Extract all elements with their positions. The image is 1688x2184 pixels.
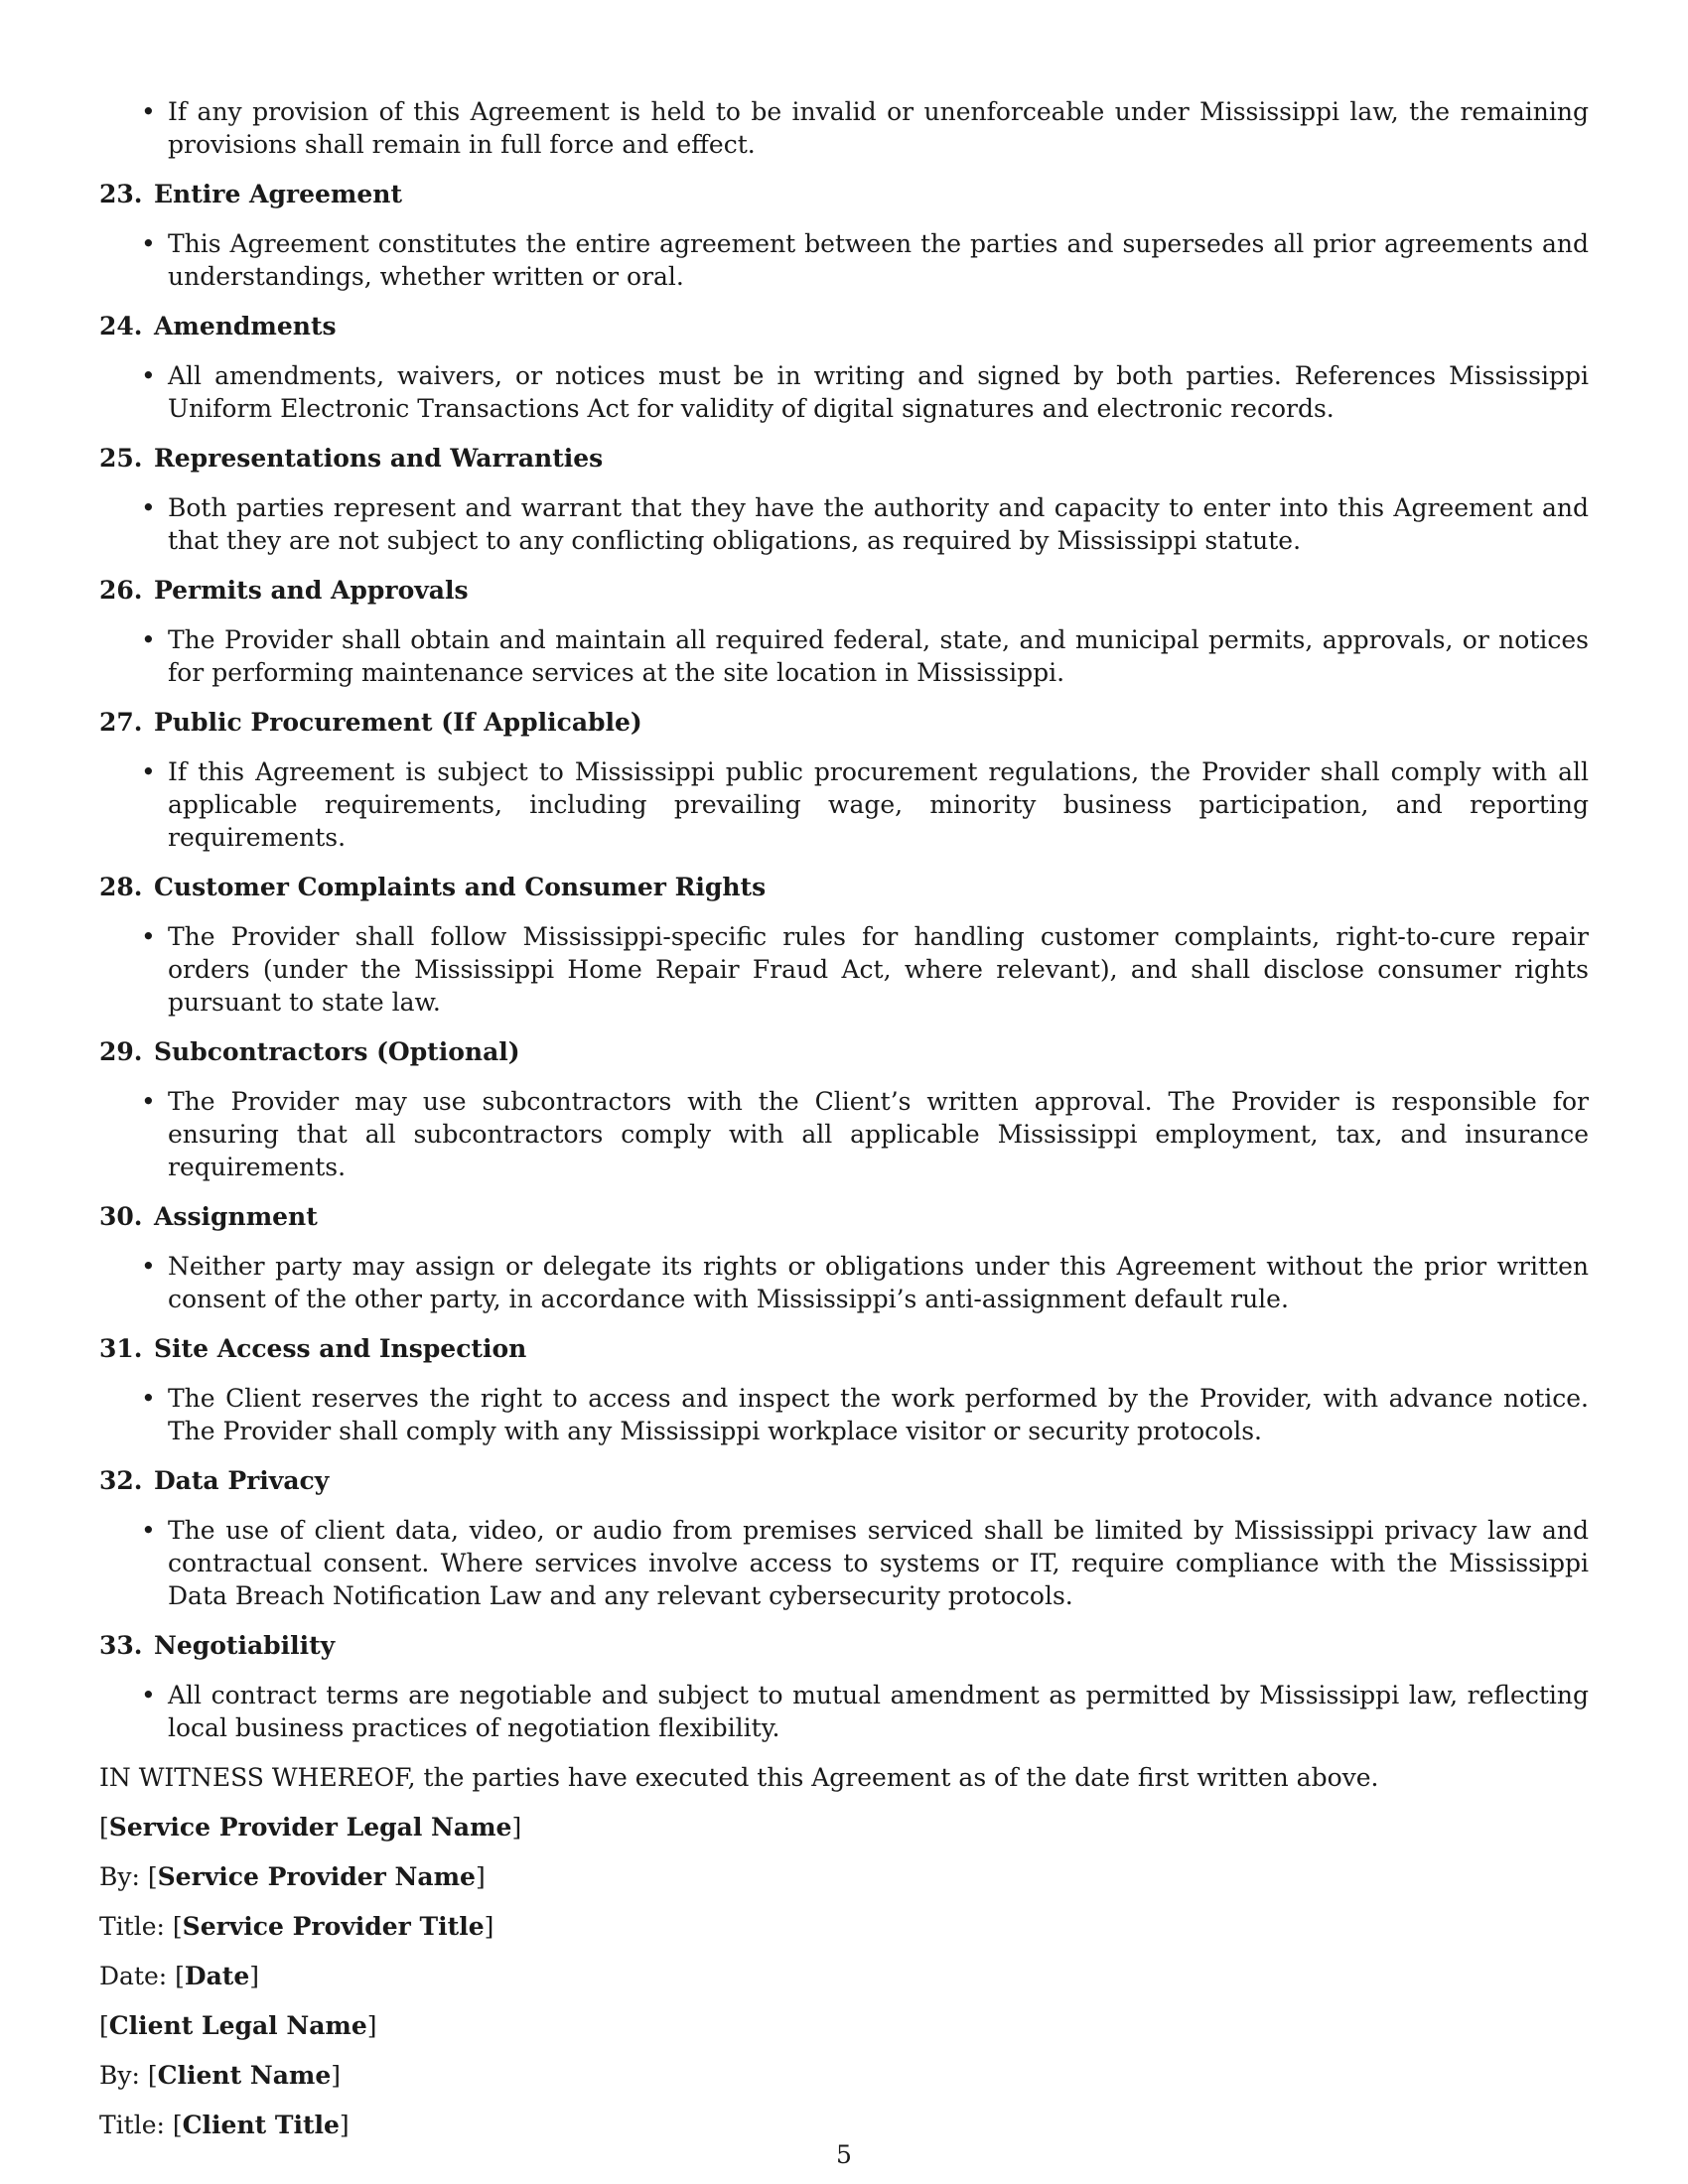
- bullet-icon: •: [141, 1384, 156, 1413]
- section-heading: [99, 1035, 1589, 1068]
- date-value: Date: [184, 1962, 250, 1990]
- bullet-icon: •: [141, 1087, 156, 1116]
- section-title: Site Access and Inspection: [154, 1334, 527, 1363]
- list-item: [99, 1679, 1589, 1744]
- bullet-text: The Provider may use subcontractors with the Client’s written approval. The Provider is responsible for ensuring that all subcontractors comply with all applicable Mississippi employment, tax, and insurance requirements.: [168, 1087, 1589, 1181]
- section-number: 33.: [99, 1631, 143, 1660]
- bullet-icon: •: [141, 97, 156, 126]
- section-number: 23.: [99, 180, 143, 208]
- page-number: 5: [836, 2140, 852, 2169]
- bullet-text: If any provision of this Agreement is held to be invalid or unenforceable under Mississippi law, the remaining provisions shall remain in full force and effect.: [168, 97, 1589, 159]
- date-line: Date: [Date]: [99, 1962, 260, 1990]
- bullet-text: This Agreement constitutes the entire agreement between the parties and supersedes all prior agreements and understandings, whether written or oral.: [168, 229, 1589, 291]
- list-item: [99, 755, 1589, 854]
- signature-block: [99, 1811, 1589, 2141]
- title-label: Title:: [99, 1912, 165, 1941]
- bullet-icon: •: [141, 1681, 156, 1709]
- client-title-line: Title: [Client Title]: [99, 2111, 350, 2139]
- provider-title: Service Provider Title: [182, 1912, 485, 1941]
- provider-by-line: By: [Service Provider Name]: [99, 1862, 486, 1891]
- client-legal-name: Client Legal Name: [108, 2011, 367, 2040]
- list-item: [99, 920, 1589, 1019]
- bullet-text: If this Agreement is subject to Mississippi public procurement regulations, the Provider shall comply with all applicable requirements, including prevailing wage, minority business participation, and reporting requirements.: [168, 757, 1589, 852]
- section-heading: [99, 574, 1589, 607]
- section-heading: [99, 1200, 1589, 1233]
- list-item: [99, 1250, 1589, 1315]
- client-by-line: By: [Client Name]: [99, 2061, 342, 2090]
- section-number: 32.: [99, 1466, 143, 1495]
- provider-title-line: Title: [Service Provider Title]: [99, 1912, 494, 1941]
- date-label: Date:: [99, 1962, 168, 1990]
- bullet-icon: •: [141, 1252, 156, 1281]
- list-item: [99, 1382, 1589, 1447]
- section-heading: [99, 871, 1589, 903]
- bullet-icon: •: [141, 1516, 156, 1545]
- bullet-text: The Provider shall follow Mississippi-specific rules for handling customer complaints, right-to-cure repair orders (under the Mississippi Home Repair Fraud Act, where relevant), and shall disclose consumer rights pursuant to state law.: [168, 922, 1589, 1017]
- bullet-icon: •: [141, 625, 156, 654]
- section-title: Representations and Warranties: [154, 444, 604, 473]
- section-number: 31.: [99, 1334, 143, 1363]
- bullet-text: Both parties represent and warrant that they have the authority and capacity to enter into this Agreement and that they are not subject to any conflicting obligations, as required by Mississippi statute.: [168, 493, 1589, 555]
- list-item: [99, 623, 1589, 689]
- section-heading: [99, 310, 1589, 342]
- section-number: 29.: [99, 1037, 143, 1066]
- bullet-icon: •: [141, 493, 156, 522]
- client-legal-name-line: [Client Legal Name]: [99, 2011, 377, 2040]
- list-item: [99, 491, 1589, 557]
- section-title: Subcontractors (Optional): [154, 1037, 520, 1066]
- bullet-text: All contract terms are negotiable and subject to mutual amendment as permitted by Mississippi law, reflecting local business practices of negotiation flexibility.: [168, 1681, 1589, 1742]
- bullet-icon: •: [141, 757, 156, 786]
- by-label: By:: [99, 2061, 140, 2090]
- bullet-icon: •: [141, 361, 156, 390]
- bullet-text: Neither party may assign or delegate its rights or obligations under this Agreement without the prior written consent of the other party, in accordance with Mississippi’s anti-assignment default rule.: [168, 1252, 1589, 1313]
- bullet-text: The use of client data, video, or audio from premises serviced shall be limited by Mississippi privacy law and contractual consent. Where services involve access to systems or IT, require compliance with the Mississippi Data Breach Notification Law and any relevant cybersecurity protocols.: [168, 1516, 1589, 1610]
- bullet-text: The Client reserves the right to access and inspect the work performed by the Provider, with advance notice. The Provider shall comply with any Mississippi workplace visitor or security protocols.: [168, 1384, 1589, 1445]
- section-number: 26.: [99, 576, 143, 605]
- section-heading: [99, 1629, 1589, 1662]
- provider-legal-name-line: [Service Provider Legal Name]: [99, 1813, 522, 1842]
- section-heading: [99, 1332, 1589, 1365]
- section-heading: [99, 442, 1589, 475]
- section-heading: [99, 1464, 1589, 1497]
- section-title: Negotiability: [154, 1631, 336, 1660]
- list-item: [99, 1085, 1589, 1183]
- witness-statement: IN WITNESS WHEREOF, the parties have executed this Agreement as of the date first written above.: [99, 1763, 1379, 1792]
- list-item: [99, 1514, 1589, 1612]
- client-name: Client Name: [157, 2061, 332, 2090]
- section-title: Data Privacy: [154, 1466, 330, 1495]
- list-item: [99, 359, 1589, 425]
- section-number: 25.: [99, 444, 143, 473]
- section-title: Public Procurement (If Applicable): [154, 708, 642, 737]
- section-number: 27.: [99, 708, 143, 737]
- section-number: 30.: [99, 1202, 143, 1231]
- section-number: 24.: [99, 312, 143, 341]
- section-heading: [99, 706, 1589, 739]
- section-number: 28.: [99, 873, 143, 901]
- bullet-icon: •: [141, 229, 156, 258]
- client-title: Client Title: [182, 2111, 340, 2139]
- provider-legal-name: Service Provider Legal Name: [108, 1813, 512, 1842]
- bullet-icon: •: [141, 922, 156, 951]
- list-item: [99, 227, 1589, 293]
- bullet-text: All amendments, waivers, or notices must be in writing and signed by both parties. References Mississippi Uniform Electronic Transactions Act for validity of digital signatures and electronic records.: [168, 361, 1589, 423]
- section-title: Assignment: [154, 1202, 318, 1231]
- section-heading: [99, 178, 1589, 210]
- list-item: [99, 95, 1589, 161]
- bullet-text: The Provider shall obtain and maintain all required federal, state, and municipal permits, approvals, or notices for performing maintenance services at the site location in Mississippi.: [168, 625, 1589, 687]
- section-title: Entire Agreement: [154, 180, 402, 208]
- provider-name: Service Provider Name: [157, 1862, 476, 1891]
- by-label: By:: [99, 1862, 140, 1891]
- document-page: [99, 95, 1589, 2141]
- section-title: Customer Complaints and Consumer Rights: [154, 873, 767, 901]
- title-label: Title:: [99, 2111, 165, 2139]
- section-title: Amendments: [154, 312, 337, 341]
- section-title: Permits and Approvals: [154, 576, 469, 605]
